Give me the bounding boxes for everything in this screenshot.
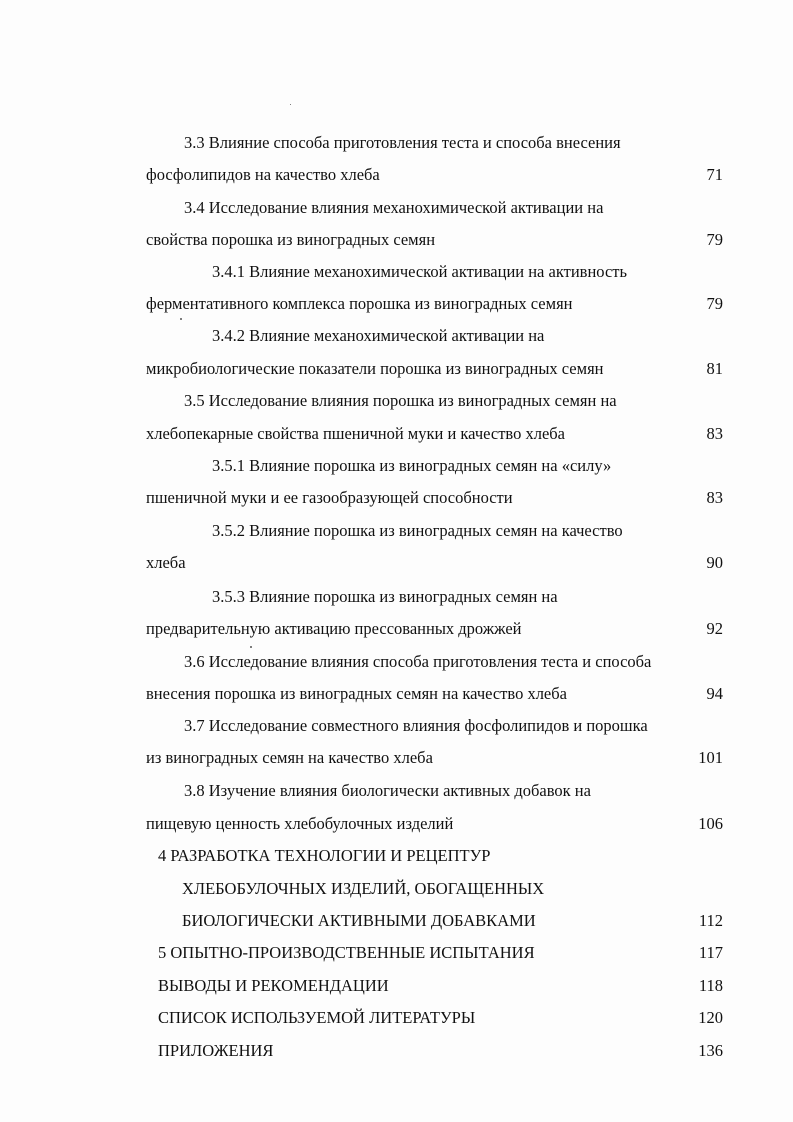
toc-conclusions-page: 118 (698, 976, 723, 995)
toc-chapter-5-page: 117 (698, 943, 723, 962)
toc-entry-3-6-line-2: внесения порошка из виноградных семян на качество хлеба (146, 684, 567, 703)
toc-entry-3-5-line-1: 3.5 Исследование влияния порошка из виноградных семян на (184, 391, 617, 410)
toc-entry-3-6-page: 94 (706, 684, 723, 703)
toc-entry-3-7-line-2: из виноградных семян на качество хлеба (146, 748, 433, 767)
toc-references-page: 120 (698, 1008, 723, 1027)
toc-chapter-4-line-2: ХЛЕБОБУЛОЧНЫХ ИЗДЕЛИЙ, ОБОГАЩЕННЫХ (182, 879, 545, 898)
toc-appendices-page: 136 (698, 1041, 723, 1060)
toc-entry-3-4-2-page: 81 (706, 359, 723, 378)
toc-chapter-4-line-1: 4 РАЗРАБОТКА ТЕХНОЛОГИИ И РЕЦЕПТУР (158, 846, 491, 865)
toc-conclusions: ВЫВОДЫ И РЕКОМЕНДАЦИИ (158, 976, 389, 995)
toc-entry-3-5-3-line-2: предварительную активацию прессованных дрожжей (146, 619, 522, 638)
toc-entry-3-8-page: 106 (698, 814, 723, 833)
toc-entry-3-5-page: 83 (706, 424, 723, 443)
toc-entry-3-5-2-line-2: хлеба (146, 553, 186, 572)
toc-chapter-4-page: 112 (698, 911, 723, 930)
toc-entry-3-4-1-line-2: ферментативного комплекса порошка из виноградных семян (146, 294, 573, 313)
toc-entry-3-4-line-1: 3.4 Исследование влияния механохимической активации на (184, 198, 604, 217)
toc-entry-3-5-2-line-1: 3.5.2 Влияние порошка из виноградных семян на качество (212, 521, 623, 540)
toc-entry-3-5-3-line-1: 3.5.3 Влияние порошка из виноградных семян на (212, 587, 558, 606)
toc-entry-3-4-1-line-1: 3.4.1 Влияние механохимической активации на активность (212, 262, 628, 281)
scan-speck (250, 646, 252, 648)
toc-entry-3-5-2-page: 90 (706, 553, 723, 572)
toc-entry-3-4-1-page: 79 (706, 294, 723, 313)
toc-entry-3-3-page: 71 (706, 165, 723, 184)
toc-entry-3-7-page: 101 (698, 748, 723, 767)
toc-chapter-4-line-3: БИОЛОГИЧЕСКИ АКТИВНЫМИ ДОБАВКАМИ (182, 911, 536, 930)
toc-entry-3-5-1-line-2: пшеничной муки и ее газообразующей способности (146, 488, 513, 507)
toc-entry-3-5-1-line-1: 3.5.1 Влияние порошка из виноградных семян на «силу» (212, 456, 612, 475)
toc-entry-3-4-2-line-1: 3.4.2 Влияние механохимической активации на (212, 326, 545, 345)
toc-chapter-5-line-1: 5 ОПЫТНО-ПРОИЗВОДСТВЕННЫЕ ИСПЫТАНИЯ (158, 943, 535, 962)
scan-speck (290, 104, 291, 105)
toc-entry-3-5-line-2: хлебопекарные свойства пшеничной муки и качество хлеба (146, 424, 565, 443)
toc-entry-3-5-3-page: 92 (706, 619, 723, 638)
toc-entry-3-5-1-page: 83 (706, 488, 723, 507)
scan-speck (180, 318, 182, 320)
toc-entry-3-8-line-1: 3.8 Изучение влияния биологически активных добавок на (184, 781, 591, 800)
toc-references: СПИСОК ИСПОЛЬЗУЕМОЙ ЛИТЕРАТУРЫ (158, 1008, 476, 1027)
toc-entry-3-6-line-1: 3.6 Исследование влияния способа приготовления теста и способа (184, 652, 652, 671)
toc-entry-3-4-line-2: свойства порошка из виноградных семян (146, 230, 436, 249)
toc-entry-3-4-2-line-2: микробиологические показатели порошка из виноградных семян (146, 359, 604, 378)
toc-appendices: ПРИЛОЖЕНИЯ (158, 1041, 274, 1060)
toc-entry-3-3-line-1: 3.3 Влияние способа приготовления теста и способа внесения (184, 133, 621, 152)
toc-entry-3-8-line-2: пищевую ценность хлебобулочных изделий (146, 814, 454, 833)
toc-entry-3-4-page: 79 (706, 230, 723, 249)
toc-entry-3-7-line-1: 3.7 Исследование совместного влияния фосфолипидов и порошка (184, 716, 648, 735)
toc-entry-3-3-line-2: фосфолипидов на качество хлеба (146, 165, 380, 184)
